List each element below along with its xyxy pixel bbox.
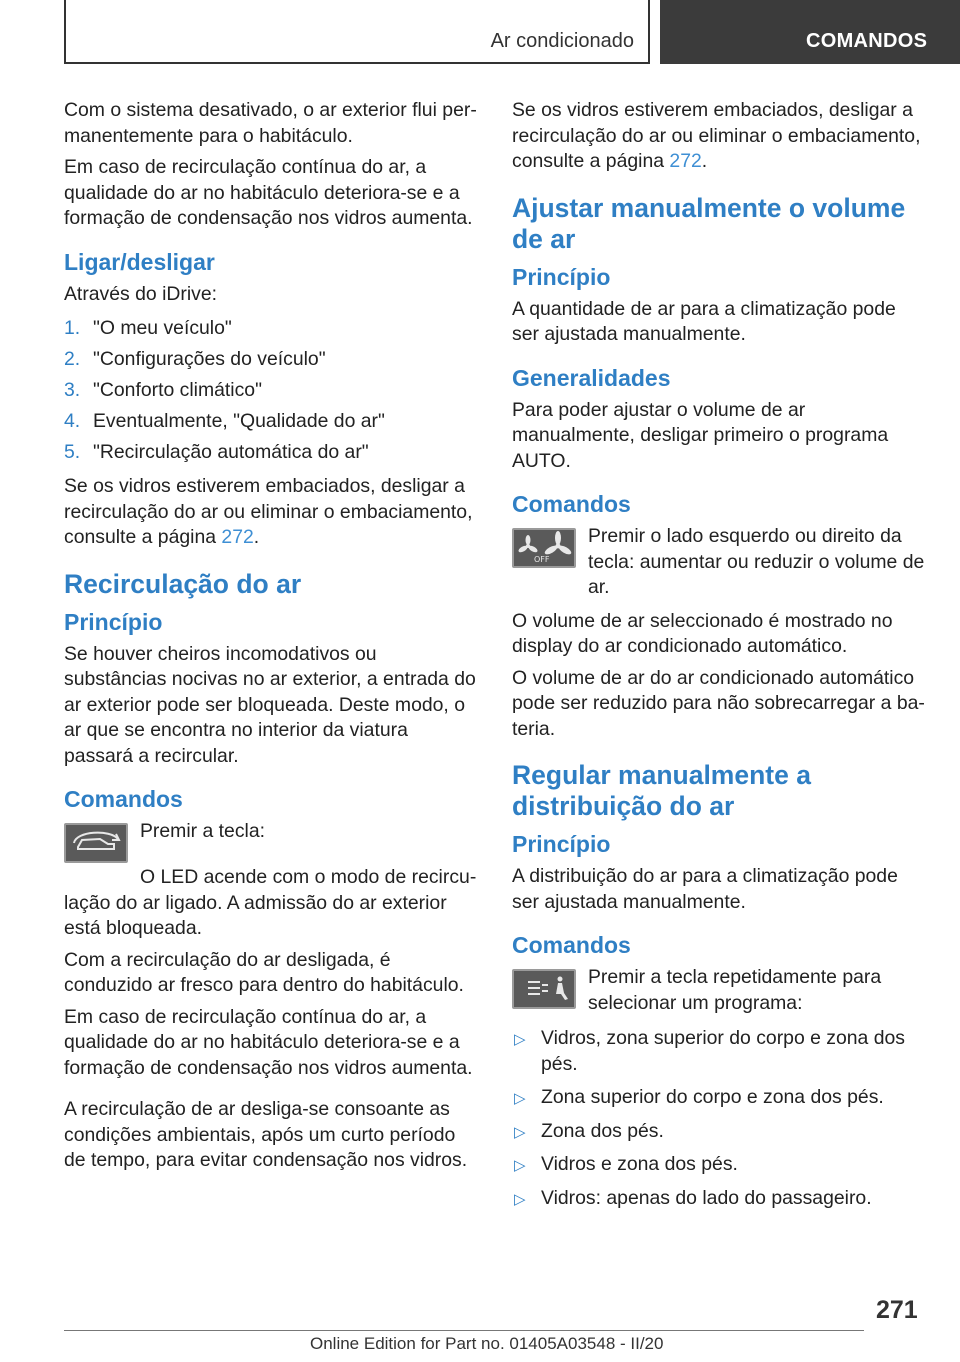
air-distribution-programs-list <box>512 1026 926 1211</box>
paragraph: Em caso de recirculação contínua do ar, a qualidade do ar no habitáculo deteriora-se e a formação de condensação nos vidros aumenta. <box>64 156 473 229</box>
program-text: Vidros: apenas do lado do passageiro. <box>541 1186 872 1209</box>
paragraph: Em caso de recirculação contínua do ar, a qualidade do ar no habitáculo deteriora-se e a formação de condensação nos vidros aumenta. <box>64 1005 473 1079</box>
heading-general: Generalidades <box>512 364 671 391</box>
paragraph: Se os vidros estiverem embaciados, desligar a recirculação do ar ou eliminar o embaciamento, consulte a página 272. <box>64 475 473 548</box>
heading-controls: Comandos <box>512 932 631 958</box>
control-text: Premir a tecla: <box>140 820 265 842</box>
heading-principle: Princípio <box>64 608 163 635</box>
step-number: 1. <box>64 317 81 339</box>
heading-recirculation: Recirculação do ar <box>64 568 302 599</box>
heading-controls: Comandos <box>512 491 631 517</box>
list-item <box>512 1085 926 1111</box>
header-chapter-tab <box>660 0 960 64</box>
list-item <box>64 406 478 437</box>
heading-principle: Princípio <box>512 263 611 290</box>
step-text: "Configurações do veículo" <box>93 348 326 370</box>
triangle-bullet-icon: ▷ <box>514 1031 526 1048</box>
list-item <box>64 344 478 375</box>
program-text: Vidros, zona superior do corpo e zona dos pés. <box>541 1027 905 1075</box>
header-section-tab <box>64 0 650 64</box>
list-item <box>512 1026 926 1077</box>
heading-air-distribution: Regular manualmente a distribuição do ar <box>512 760 811 821</box>
distribution-control <box>512 965 926 1016</box>
program-text: Vidros e zona dos pés. <box>541 1153 738 1175</box>
page-link-272[interactable]: 272 <box>221 526 254 548</box>
fan-speed-button-icon <box>512 528 576 568</box>
header-chapter-title: COMANDOS <box>806 30 928 52</box>
footer-divider <box>64 1330 864 1331</box>
list-item <box>64 313 478 344</box>
paragraph: A distribuição do ar para a climatização pode ser ajustada manualmente. <box>512 865 898 913</box>
idrive-steps-list <box>64 313 478 468</box>
paragraph: O volume de ar seleccionado é mostrado no display do ar condicionado automático. <box>512 609 893 657</box>
heading-principle: Princípio <box>512 831 611 857</box>
triangle-bullet-icon: ▷ <box>514 1190 526 1208</box>
step-number: 3. <box>64 379 81 401</box>
step-number: 5. <box>64 441 81 463</box>
paragraph: Se houver cheiros incomodativos ou substâncias nocivas no ar exterior, a entrada do ar exterior pode ser bloqueada. Deste modo, o ar que se encontra no interior da viatura passará a recircular. <box>64 642 476 767</box>
control-text: Premir o lado esquerdo ou direito da tecla: aumentar ou reduzir o volume de ar. <box>588 525 925 598</box>
list-item <box>64 375 478 406</box>
recirculation-button-icon <box>64 823 128 863</box>
step-text: "Recirculação automática do ar" <box>93 441 369 463</box>
control-text: Premir a tecla repetidamente para selecionar um programa: <box>588 966 882 1014</box>
page-number: 271 <box>876 1296 918 1324</box>
program-text: Zona superior do corpo e zona dos pés. <box>541 1086 884 1108</box>
list-item <box>512 1152 926 1178</box>
paragraph: Com a recirculação do ar desligada, é conduzido ar fresco para dentro do habitáculo. <box>64 948 464 996</box>
recirculation-control <box>64 819 478 863</box>
paragraph: O LED acende com o modo de recirculação do ar ligado. A admissão do ar exterior está bloqueada. <box>64 866 477 939</box>
step-text: "O meu veículo" <box>93 317 232 339</box>
paragraph: A recirculação de ar desliga-se consoante as condições ambientais, após um curto período de tempo, para evitar condensação nos vidros. <box>64 1098 468 1171</box>
paragraph: A quantidade de ar para a climatização pode ser ajustada manualmente. <box>512 297 896 345</box>
list-item <box>512 1186 926 1212</box>
paragraph: O volume de ar do ar condicionado automático pode ser reduzido para não sobrecarregar a bateria. <box>512 666 925 740</box>
left-column <box>64 98 478 1180</box>
fan-control <box>512 524 926 601</box>
step-number: 4. <box>64 410 81 432</box>
triangle-bullet-icon: ▷ <box>514 1123 526 1141</box>
triangle-bullet-icon: ▷ <box>514 1157 526 1174</box>
step-number: 2. <box>64 348 81 370</box>
triangle-bullet-icon: ▷ <box>514 1090 526 1107</box>
fan-off-label: OFF <box>534 555 550 564</box>
paragraph: Com o sistema desativado, o ar exterior flui permanentemente para o habitáculo. <box>64 99 477 147</box>
list-item <box>512 1119 926 1145</box>
program-text: Zona dos pés. <box>541 1119 664 1142</box>
list-item <box>64 437 478 468</box>
paragraph: Através do iDrive: <box>64 282 218 305</box>
header-section-title: Ar condicionado <box>490 30 634 52</box>
heading-air-volume: Ajustar manualmente o volume de ar <box>512 192 906 254</box>
footer-edition: Online Edition for Part no. 01405A03548 - II/20 <box>310 1334 664 1353</box>
heading-controls: Comandos <box>64 786 183 812</box>
page-link-272[interactable]: 272 <box>669 150 702 172</box>
step-text: "Conforto climático" <box>93 379 262 401</box>
air-distribution-button-icon <box>512 969 576 1009</box>
right-column <box>512 98 926 1219</box>
heading-on-off: Ligar/desligar <box>64 248 215 275</box>
paragraph: Para poder ajustar o volume de ar manualmente, desligar primeiro o programa AUTO. <box>512 398 889 472</box>
paragraph: Se os vidros estiverem embaciados, desligar a recirculação do ar ou eliminar o embaciamento, consulte a página 272. <box>512 99 921 172</box>
step-text: Eventualmente, "Qualidade do ar" <box>93 410 385 432</box>
